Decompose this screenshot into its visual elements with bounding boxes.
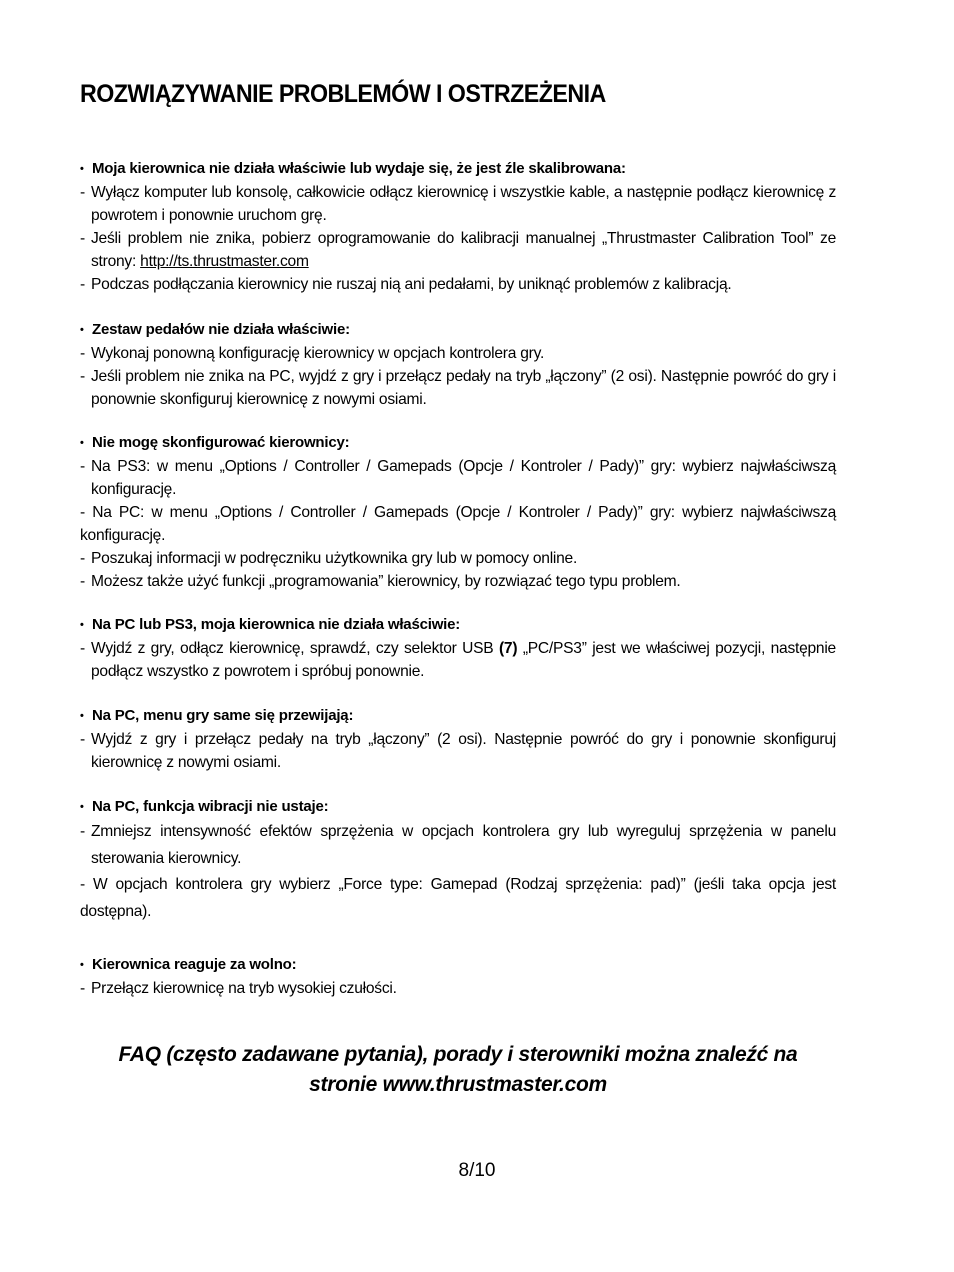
- section-slow-response: [80, 953, 836, 1000]
- section-menu-scroll: [80, 704, 836, 774]
- dash-icon: -: [80, 731, 85, 748]
- faq-line-1: FAQ (często zadawane pytania), porady i sterowniki można znaleźć na: [118, 1043, 798, 1066]
- section-vibration: [80, 795, 836, 925]
- list-item: - Możesz także użyć funkcji „programowania” kierownicy, by rozwiązać tego typu problem.: [80, 570, 836, 593]
- faq-note: [80, 1040, 836, 1100]
- list-item: - W opcjach kontrolera gry wybierz „Force type: Gamepad (Rodzaj sprzężenia: pad)” (jeśli taka opcja jest dostępna).: [80, 876, 836, 920]
- bullet-icon: •: [80, 619, 84, 631]
- list-item: - Zmniejsz intensywność efektów sprzężenia w opcjach kontrolera gry lub wyreguluj sprzężenia w panelu sterowania kierownicy.: [80, 819, 836, 872]
- list-item: - Poszukaj informacji w podręczniku użytkownika gry lub w pomocy online.: [80, 547, 836, 570]
- page-title: ROZWIĄZYWANIE PROBLEMÓW I OSTRZEŻENIA: [80, 80, 606, 108]
- usb-selector-ref: (7): [498, 640, 518, 657]
- section-heading: • Na PC, menu gry same się przewijają:: [80, 704, 836, 728]
- bullet-icon: •: [80, 437, 84, 449]
- dash-icon: -: [80, 823, 85, 840]
- dash-icon: -: [80, 458, 85, 475]
- section-calibration: [80, 157, 836, 296]
- list-item: - Na PS3: w menu „Options / Controller / Gamepads (Opcje / Kontroler / Pady)” gry: wybierz najwłaściwszą konfigurację.: [80, 455, 836, 501]
- list-item: - Wykonaj ponowną konfigurację kierownicy w opcjach kontrolera gry.: [80, 342, 836, 365]
- dash-icon: -: [80, 573, 85, 590]
- list-item: - Wyłącz komputer lub konsolę, całkowicie odłącz kierownicę i wszystkie kable, a następnie podłącz kierownicę z powrotem i ponownie uruchom grę.: [80, 181, 836, 227]
- section-heading: • Nie mogę skonfigurować kierownicy:: [80, 431, 836, 455]
- dash-icon: -: [80, 368, 85, 385]
- dash-icon: -: [80, 345, 85, 362]
- dash-icon: -: [80, 184, 85, 201]
- list-item: - Wyjdź z gry i przełącz pedały na tryb „łączony” (2 osi). Następnie powróć do gry i ponownie skonfiguruj kierownicę z nowymi osiami.: [80, 728, 836, 774]
- section-heading: • Na PC, funkcja wibracji nie ustaje:: [80, 795, 836, 819]
- section-pedals: [80, 318, 836, 411]
- bullet-icon: •: [80, 163, 84, 175]
- list-item: - Na PC: w menu „Options / Controller / Gamepads (Opcje / Kontroler / Pady)” gry: wybierz najwłaściwszą konfigurację.: [80, 504, 836, 544]
- dash-icon: -: [80, 230, 85, 247]
- list-item: - Jeśli problem nie znika, pobierz oprogramowanie do kalibracji manualnej „Thrustmaster Calibration Tool” ze strony: http://ts.thrustmaster.com: [80, 227, 836, 273]
- section-heading: • Zestaw pedałów nie działa właściwie:: [80, 318, 836, 342]
- section-heading: • Kierownica reaguje za wolno:: [80, 953, 836, 977]
- bullet-icon: •: [80, 710, 84, 722]
- section-heading: • Moja kierownica nie działa właściwie lub wydaje się, że jest źle skalibrowana:: [80, 157, 836, 181]
- section-heading: • Na PC lub PS3, moja kierownica nie działa właściwie:: [80, 613, 836, 637]
- list-item: - Wyjdź z gry, odłącz kierownicę, sprawdź, czy selektor USB (7) „PC/PS3” jest we właściwej pozycji, następnie podłącz wszystko z powrotem i spróbuj ponownie.: [80, 637, 836, 683]
- dash-icon: -: [80, 550, 85, 567]
- bullet-icon: •: [80, 801, 84, 813]
- faq-line-2: stronie www.thrustmaster.com: [309, 1073, 607, 1096]
- list-item: - Podczas podłączania kierownicy nie ruszaj nią ani pedałami, by uniknąć problemów z kalibracją.: [80, 273, 836, 296]
- list-item: - Przełącz kierownicę na tryb wysokiej czułości.: [80, 977, 836, 1000]
- page-number: 8/10: [458, 1160, 496, 1181]
- list-item: - Jeśli problem nie znika na PC, wyjdź z gry i przełącz pedały na tryb „łączony” (2 osi). Następnie powróć do gry i ponownie skonfiguruj kierownicę z nowymi osiami.: [80, 365, 836, 411]
- bullet-icon: •: [80, 959, 84, 971]
- dash-icon: -: [80, 276, 85, 293]
- bullet-icon: •: [80, 324, 84, 336]
- thrustmaster-link[interactable]: http://ts.thrustmaster.com: [140, 253, 309, 270]
- dash-icon: -: [80, 640, 85, 657]
- dash-icon: -: [80, 980, 85, 997]
- section-pc-ps3: [80, 613, 836, 683]
- section-configure: [80, 431, 836, 593]
